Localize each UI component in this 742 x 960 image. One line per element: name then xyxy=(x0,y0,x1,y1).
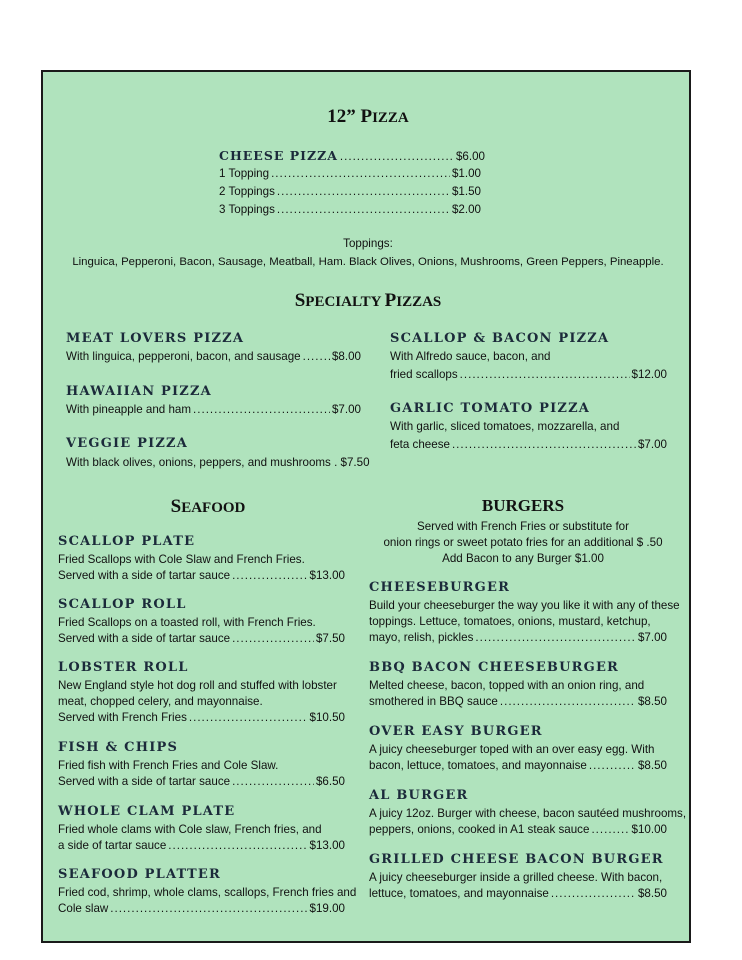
cheeseburger-price-row: mayo, relish, pickles ..... $7.00 xyxy=(369,630,667,646)
over-easy-price-row: bacon, lettuce, tomatoes, and mayonnaise ..... $8.50 xyxy=(369,758,667,774)
over-easy-title: OVER EASY BURGER xyxy=(369,724,543,739)
seafood-platter-title: SEAFOOD PLATTER xyxy=(58,867,221,882)
garlic-tomato-desc1: With garlic, sliced tomatoes, mozzarella, and xyxy=(390,420,620,433)
pizza-section-title: 12” PIZZA xyxy=(327,106,409,127)
lobster-roll-desc2: meat, chopped celery, and mayonnaise. xyxy=(58,695,263,708)
scallop-bacon-desc2: fried scallops ..... $12.00 xyxy=(390,367,667,383)
whole-clam-desc: Fried whole clams with Cole slaw, French fries, and xyxy=(58,823,322,836)
lobster-roll-price-row: Served with French Fries ..... $10.50 xyxy=(58,710,345,726)
specialty-section-title: SPECIALTY PIZZAS xyxy=(294,290,442,311)
al-burger-title: AL BURGER xyxy=(369,788,469,803)
bbq-bacon-price-row: smothered in BBQ sauce ..... $8.50 xyxy=(369,694,667,710)
fish-chips-price-row: Served with a side of tartar sauce ..... $6.50 xyxy=(58,774,345,790)
seafood-platter-desc: Fried cod, shrimp, whole clams, scallops, French fries and xyxy=(58,886,357,899)
lobster-roll-title: LOBSTER ROLL xyxy=(58,660,189,675)
cheeseburger-desc: Build your cheeseburger the way you like it with any of these xyxy=(369,599,680,612)
grilled-cheese-title: GRILLED CHEESE BACON BURGER xyxy=(369,852,664,867)
grilled-cheese-desc: A juicy cheeseburger inside a grilled cheese. With bacon, xyxy=(369,871,663,884)
cheese-pizza-price: $6.00 xyxy=(455,150,485,163)
hawaiian-desc: With pineapple and ham ..... $7.00 xyxy=(66,402,361,418)
scallop-roll-title: SCALLOP ROLL xyxy=(58,597,187,612)
al-burger-desc: A juicy 12oz. Burger with cheese, bacon sautéed mushrooms, xyxy=(369,807,687,820)
garlic-tomato-title: GARLIC TOMATO PIZZA xyxy=(390,401,591,416)
cheese-pizza-row: CHEESE PIZZA ..... $6.00 xyxy=(219,148,485,164)
lobster-roll-desc: New England style hot dog roll and stuffed with lobster xyxy=(58,679,337,692)
scallop-roll-price-row: Served with a side of tartar sauce ..... $7.50 xyxy=(58,631,345,647)
topping-row: 1 Topping ..... $1.00 xyxy=(219,166,481,182)
burgers-intro-2: onion rings or sweet potato fries for an additional $ .50 xyxy=(383,536,663,549)
burgers-intro-1: Served with French Fries or substitute for xyxy=(417,520,629,533)
scallop-plate-title: SCALLOP PLATE xyxy=(58,534,196,549)
whole-clam-title: WHOLE CLAM PLATE xyxy=(58,804,236,819)
topping-row: 2 Toppings ..... $1.50 xyxy=(219,184,481,200)
cheeseburger-desc2: toppings. Lettuce, tomatoes, onions, mustard, ketchup, xyxy=(369,615,651,628)
scallop-bacon-title: SCALLOP & BACON PIZZA xyxy=(390,331,610,346)
al-burger-price-row: peppers, onions, cooked in A1 steak sauce ..... $10.00 xyxy=(369,822,667,838)
fish-chips-title: FISH & CHIPS xyxy=(58,740,179,755)
whole-clam-price-row: a side of tartar sauce ..... $13.00 xyxy=(58,838,345,854)
over-easy-desc: A juicy cheeseburger toped with an over easy egg. With xyxy=(369,743,655,756)
menu-panel xyxy=(41,70,691,943)
meat-lovers-desc: With linguica, pepperoni, bacon, and sausage ..... $8.00 xyxy=(66,349,361,365)
seafood-platter-price-row: Cole slaw ..... $19.00 xyxy=(58,901,345,917)
scallop-plate-price-row: Served with a side of tartar sauce ..... $13.00 xyxy=(58,568,345,584)
toppings-list: Linguica, Pepperoni, Bacon, Sausage, Meatball, Ham. Black Olives, Onions, Mushrooms, Green Peppers, Pineapple. xyxy=(72,256,664,268)
seafood-section-title: SEAFOOD xyxy=(170,496,246,517)
grilled-cheese-price-row: lettuce, tomatoes, and mayonnaise ..... $8.50 xyxy=(369,886,667,902)
meat-lovers-title: MEAT LOVERS PIZZA xyxy=(66,331,245,346)
scallop-plate-desc: Fried Scallops with Cole Slaw and French Fries. xyxy=(58,553,305,566)
veggie-desc: With black olives, onions, peppers, and mushrooms . $7.50 xyxy=(66,456,370,469)
cheeseburger-title: CHEESEBURGER xyxy=(369,580,511,595)
veggie-title: VEGGIE PIZZA xyxy=(66,436,189,451)
hawaiian-title: HAWAIIAN PIZZA xyxy=(66,384,212,399)
toppings-label: Toppings: xyxy=(343,237,393,250)
burgers-intro-3: Add Bacon to any Burger $1.00 xyxy=(442,552,604,565)
bbq-bacon-title: BBQ BACON CHEESEBURGER xyxy=(369,660,620,675)
scallop-bacon-desc1: With Alfredo sauce, bacon, and xyxy=(390,350,551,363)
bbq-bacon-desc: Melted cheese, bacon, topped with an onion ring, and xyxy=(369,679,645,692)
fish-chips-desc: Fried fish with French Fries and Cole Slaw. xyxy=(58,759,279,772)
burgers-section-title: BURGERS xyxy=(481,496,565,515)
garlic-tomato-desc2: feta cheese ..... $7.00 xyxy=(390,437,667,453)
scallop-roll-desc: Fried Scallops on a toasted roll, with French Fries. xyxy=(58,616,316,629)
topping-row: 3 Toppings ..... $2.00 xyxy=(219,202,481,218)
